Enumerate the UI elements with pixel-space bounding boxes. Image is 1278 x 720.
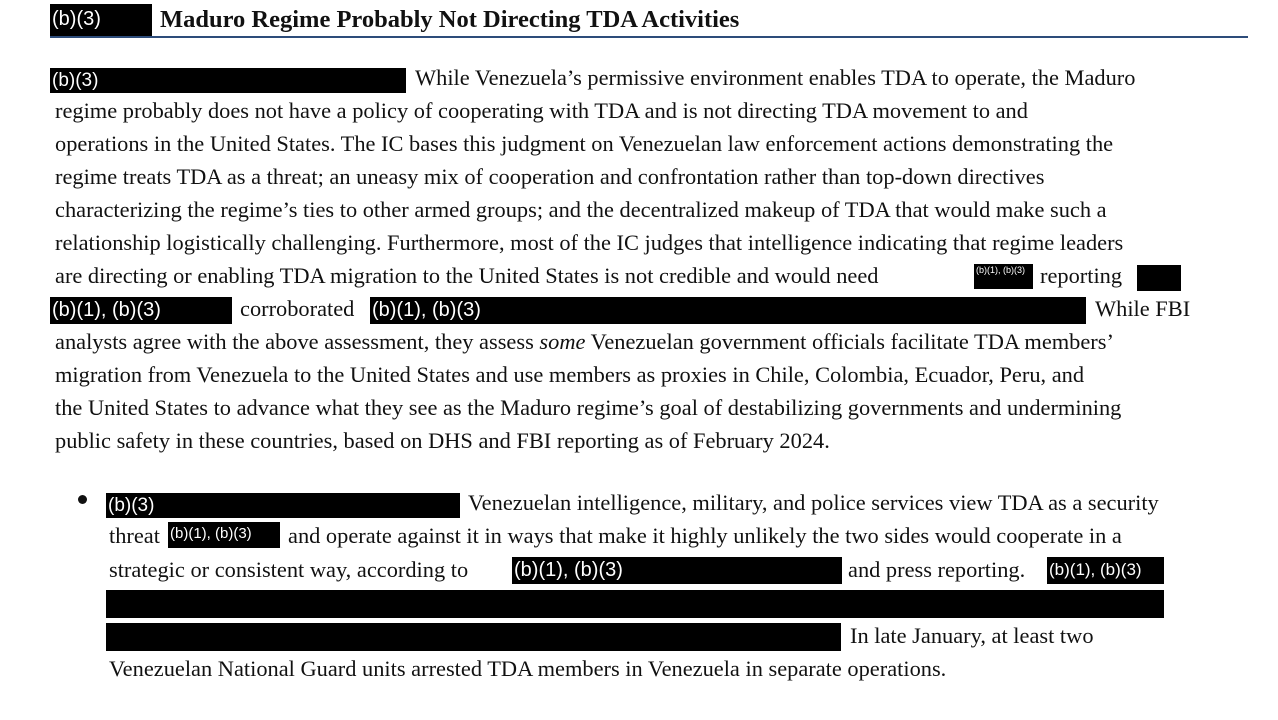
title-underline xyxy=(50,36,1248,38)
redaction-inline xyxy=(168,522,280,548)
paragraph-line: corroborated xyxy=(240,296,355,321)
redaction-block-line xyxy=(106,590,1164,618)
bullet-line: In late January, at least two xyxy=(850,623,1094,648)
redaction-block xyxy=(1137,265,1181,291)
emphasis-text: some xyxy=(539,329,586,354)
paragraph-line: characterizing the regime’s ties to other armed groups; and the decentralized makeup of TDA that would make such a xyxy=(55,197,1107,222)
paragraph-line: While FBI xyxy=(1095,296,1191,321)
redaction-code: (b)(1), (b)(3) xyxy=(52,299,161,321)
redaction-code: (b)(1), (b)(3) xyxy=(514,559,623,581)
paragraph-line xyxy=(55,329,1114,355)
bullet-line: threat xyxy=(109,523,160,548)
redaction-paragraph-start xyxy=(50,68,406,93)
redaction-block xyxy=(106,623,841,651)
paragraph-text: Venezuelan government officials facilitate TDA members’ xyxy=(590,329,1114,354)
bullet-line: strategic or consistent way, according to xyxy=(109,557,469,582)
bullet-line: and press reporting. xyxy=(848,557,1026,582)
redaction-code: (b)(3) xyxy=(52,70,99,91)
redaction-heading xyxy=(50,4,152,37)
redaction-inline xyxy=(1047,557,1164,584)
redaction-inline xyxy=(370,297,1086,324)
redaction-code: (b)(3) xyxy=(108,495,155,516)
redaction-small xyxy=(974,264,1033,289)
paragraph-line: While Venezuela’s permissive environment enables TDA to operate, the Maduro xyxy=(415,65,1136,90)
redaction-inline xyxy=(50,297,232,324)
bullet-line: Venezuelan intelligence, military, and police services view TDA as a security xyxy=(468,490,1159,515)
bullet-line: Venezuelan National Guard units arrested TDA members in Venezuela in separate operations. xyxy=(109,656,947,681)
redaction-code: (b)(1), (b)(3) xyxy=(1049,560,1142,579)
paragraph-line: regime treats TDA as a threat; an uneasy mix of cooperation and confrontation rather than top-down directives xyxy=(55,164,1045,189)
redaction-code: (b)(1), (b)(3) xyxy=(170,525,252,542)
paragraph-line: the United States to advance what they see as the Maduro regime’s goal of destabilizing governments and undermining xyxy=(55,395,1122,420)
paragraph-text: analysts agree with the above assessment, they assess xyxy=(55,329,534,354)
section-title: Maduro Regime Probably Not Directing TDA Activities xyxy=(160,6,740,33)
bullet-dot xyxy=(78,495,87,504)
redaction-code: (b)(1), (b)(3) xyxy=(976,265,1025,275)
redaction-inline xyxy=(512,557,842,584)
paragraph-line: operations in the United States. The IC bases this judgment on Venezuelan law enforcement actions demonstrating the xyxy=(55,131,1114,156)
paragraph-line: migration from Venezuela to the United States and use members as proxies in Chile, Colombia, Ecuador, Peru, and xyxy=(55,362,1085,387)
paragraph-line: regime probably does not have a policy of cooperating with TDA and is not directing TDA movement to and xyxy=(55,98,1028,123)
redaction-code: (b)(1), (b)(3) xyxy=(372,299,481,321)
paragraph-line: reporting xyxy=(1040,263,1123,288)
redaction-code: (b)(3) xyxy=(52,8,101,30)
paragraph-line: are directing or enabling TDA migration to the United States is not credible and would need xyxy=(55,263,879,288)
paragraph-line: public safety in these countries, based on DHS and FBI reporting as of February 2024. xyxy=(55,428,830,453)
redaction-bullet-start xyxy=(106,493,460,518)
bullet-line: and operate against it in ways that make it highly unlikely the two sides would cooperate in a xyxy=(288,523,1122,548)
paragraph-line: relationship logistically challenging. Furthermore, most of the IC judges that intelligence indicating that regime leaders xyxy=(55,230,1124,255)
